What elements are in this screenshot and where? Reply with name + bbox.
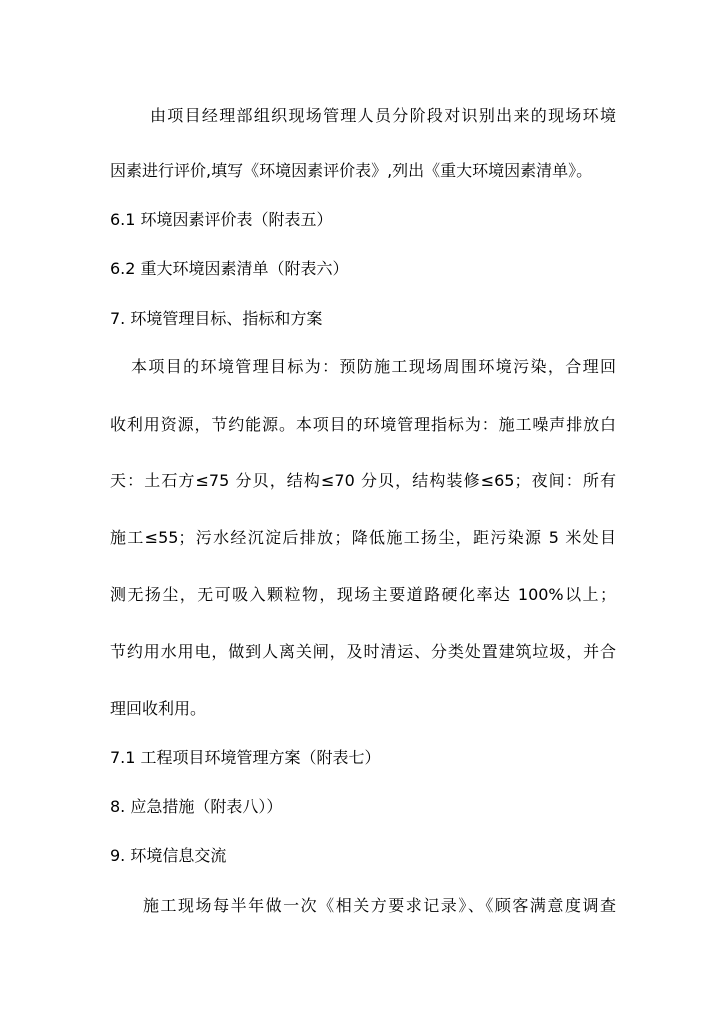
- paragraph-line-16: 施工现场每半年做一次《相关方要求记录》、《顾客满意度调查: [143, 896, 616, 915]
- section-7-heading: 7. 环境管理目标、指标和方案: [110, 309, 323, 328]
- section-7-1-heading: 7.1 工程项目环境管理方案（附表七）: [110, 748, 381, 767]
- section-6-1-heading: 6.1 环境因素评价表（附表五）: [110, 210, 333, 229]
- paragraph-line-2: 因素进行评价,填写《环境因素评价表》,列出《重大环境因素清单》。: [110, 161, 593, 180]
- paragraph-line-12: 理回收利用。: [110, 699, 207, 718]
- paragraph-line-9: 施工≤55；污水经沉淀后排放；降低施工扬尘，距污染源 5 米处目: [110, 528, 616, 547]
- paragraph-line-6: 本项目的环境管理目标为：预防施工现场周围环境污染，合理回: [131, 357, 616, 376]
- section-8-heading: 8. 应急措施（附表八））: [110, 797, 283, 816]
- paragraph-line-11: 节约用水用电，做到人离关闸，及时清运、分类处置建筑垃圾，并合: [110, 642, 616, 661]
- paragraph-line-1: 由项目经理部组织现场管理人员分阶段对识别出来的现场环境: [150, 106, 616, 125]
- paragraph-line-8: 天：土石方≤75 分贝，结构≤70 分贝，结构装修≤65；夜间：所有: [110, 471, 616, 490]
- paragraph-line-10: 测无扬尘，无可吸入颗粒物，现场主要道路硬化率达 100%以上；: [110, 585, 616, 604]
- section-9-heading: 9. 环境信息交流: [110, 846, 227, 865]
- paragraph-line-7: 收利用资源，节约能源。本项目的环境管理指标为：施工噪声排放白: [110, 415, 616, 434]
- section-6-2-heading: 6.2 重大环境因素清单（附表六）: [110, 259, 349, 278]
